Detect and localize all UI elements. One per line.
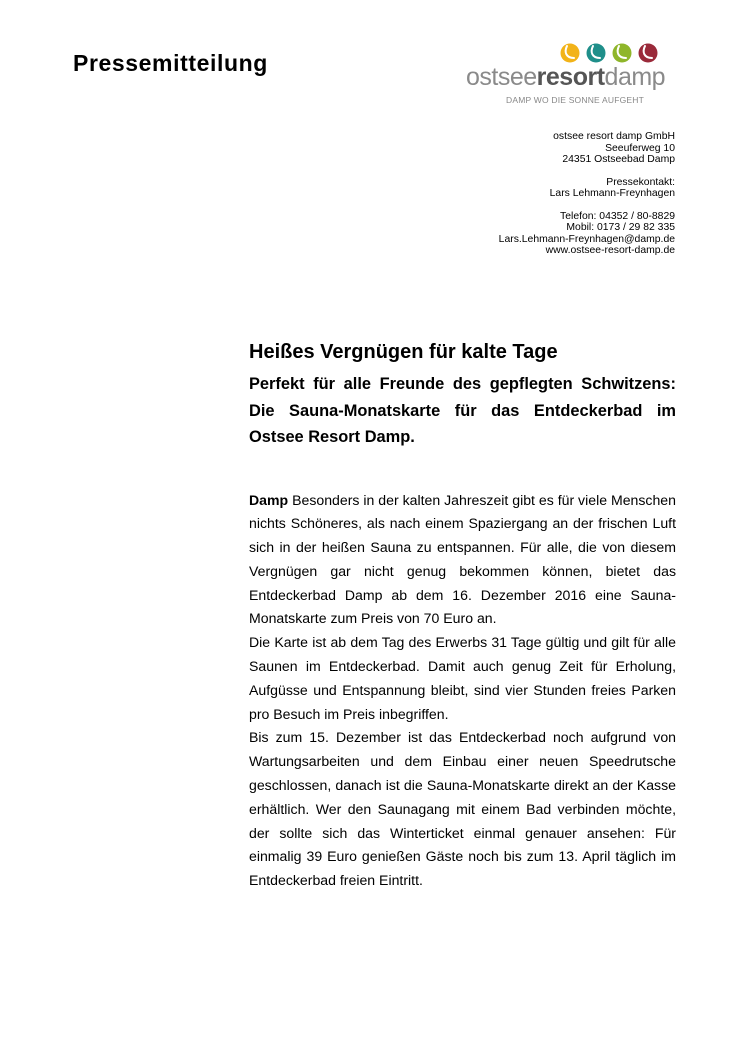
page-title: Pressemitteilung	[73, 50, 268, 76]
article-headline: Heißes Vergnügen für kalte Tage	[249, 341, 558, 363]
press-contact-label: Pressekontakt:	[606, 176, 675, 188]
paragraph-2: Die Karte ist ab dem Tag des Erwerbs 31 Tage gültig und gilt für alle Saunen im Entdeckerbad. Damit auch genug Zeit für Erholung, Aufgüsse und Entspannung bleibt, sind vier Stunden freies Parken pro Besuch im Preis inbegriffen.	[249, 634, 676, 722]
mobile: Mobil: 0173 / 29 82 335	[566, 222, 675, 233]
logo-wordmark	[466, 62, 665, 92]
contact-block	[499, 131, 675, 268]
logo-ball-3	[613, 44, 632, 63]
press-article	[249, 340, 676, 893]
paragraph-1	[249, 489, 676, 632]
logo-ball-1	[561, 44, 580, 63]
website-link[interactable]: www.ostsee-resort-damp.de	[545, 245, 675, 256]
phone: Telefon: 04352 / 80-8829	[560, 210, 675, 222]
logo-balls-icon	[560, 42, 670, 64]
company-city: 24351 Ostseebad Damp	[562, 154, 675, 165]
contact-details	[499, 211, 675, 257]
dateline: Damp	[249, 491, 289, 508]
logo-ball-4	[639, 44, 658, 63]
email-link[interactable]: Lars.Lehmann-Freynhagen@damp.de	[498, 233, 675, 245]
paragraph-3: Bis zum 15. Dezember ist das Entdeckerbad noch aufgrund von Wartungsarbeiten und dem Einbau einer neuen Speedrutsche geschlossen, danach ist die Sauna-Monatskarte direkt an der Kasse erhältlich. Wer den Saunagang mit einem Bad verbinden möchte, der sollte sich das Winterticket einmal genauer ansehen: Für einmalig 39 Euro genießen Gäste noch bis zum 13. April täglich im Entdeckerbad freien Eintritt.	[249, 729, 676, 889]
press-contact-name: Lars Lehmann-Freynhagen	[549, 188, 675, 199]
company-street: Seeuferweg 10	[605, 142, 675, 154]
company-logo	[462, 42, 682, 112]
logo-word-ostsee: ostsee	[466, 63, 537, 91]
article-body	[249, 489, 676, 894]
company-address	[499, 131, 675, 166]
logo-word-damp: damp	[604, 63, 666, 91]
paragraph-1-text: Besonders in der kalten Jahreszeit gibt es für viele Menschen nichts Schöneres, als nach einem Spaziergang an der frischen Luft sich in der heißen Sauna zu entspannen. Für alle, die von diesem Vergnügen gar nicht genug bekommen können, bietet das Entdeckerbad Damp ab dem 16. Dezember 2016 eine Sauna-Monatskarte zum Preis von 70 Euro an.	[249, 491, 676, 627]
company-name: ostsee resort damp GmbH	[553, 131, 675, 142]
logo-tagline: DAMP WO DIE SONNE AUFGEHT	[506, 95, 645, 105]
article-subheadline: Perfekt für alle Freunde des gepflegten Schwitzens: Die Sauna-Monatskarte für das Entdeckerbad im Ostsee Resort Damp.	[249, 375, 676, 446]
press-contact	[499, 177, 675, 200]
logo-word-resort: resort	[536, 63, 605, 91]
logo-ball-2	[587, 44, 606, 63]
